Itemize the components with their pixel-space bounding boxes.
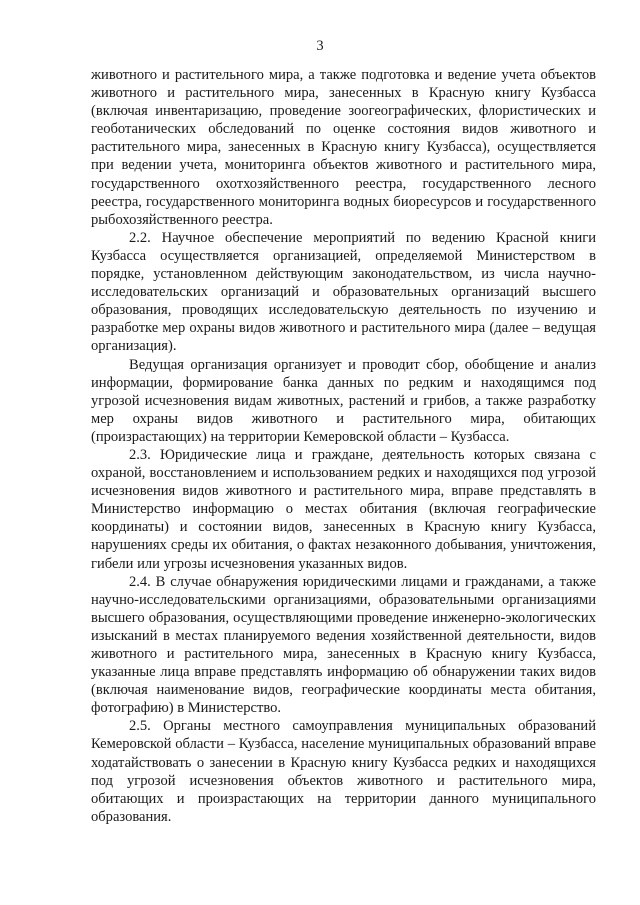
paragraph-2-3: 2.3. Юридические лица и граждане, деятельность которых связана с охраной, восстановлением и использованием редких и находящихся под угрозой исчезновения видов животного и растительного мира, вправе представлять в Министерство информацию о местах обитания (включая географические координаты) и состоянии видов, занесенных в Красную книгу Кузбасса, нарушениях среды их обитания, о фактах незаконного добывания, уничтожения, гибели или угрозы исчезновения указанных видов.: [91, 446, 596, 572]
document-body: [91, 66, 596, 826]
paragraph-lead-organization: Ведущая организация организует и проводит сбор, обобщение и анализ информации, формирование банка данных по редким и находящимся под угрозой исчезновения видам животных, растений и грибов, а также разработку мер охраны видов животного и растительного мира, обитающих (произрастающих) на территории Кемеровской области – Кузбасса.: [91, 356, 596, 445]
paragraph-2-2: 2.2. Научное обеспечение мероприятий по ведению Красной книги Кузбасса осуществляется организацией, определяемой Министерством в порядке, установленном действующим законодательством, из числа научно-исследовательских организаций и образовательных организаций высшего образования, проводящих исследовательскую деятельность по изучению и разработке мер охраны видов животного и растительного мира (далее – ведущая организация).: [91, 229, 596, 355]
page-number: 3: [316, 38, 324, 54]
paragraph-2-4: 2.4. В случае обнаружения юридическими лицами и гражданами, а также научно-исследовательскими организациями, образовательными организациями высшего образования, осуществляющими проведение инженерно-экологических изысканий в местах планируемого ведения хозяйственной деятельности, видов животного и растительного мира, занесенных в Красную книгу Кузбасса, указанные лица вправе представлять информацию об обнаружении таких видов (включая наименование видов, географические координаты места обитания, фотографию) в Министерство.: [91, 573, 596, 717]
paragraph-continuation: животного и растительного мира, а также подготовка и ведение учета объектов животного и растительного мира, занесенных в Красную книгу Кузбасса (включая инвентаризацию, проведение зоогеографических, флористических и геоботанических обследований по оценке состояния видов животного и растительного мира, занесенных в Красную книгу Кузбасса), осуществляется при ведении учета, мониторинга объектов животного и растительного мира, государственного охотхозяйственного реестра, государственного лесного реестра, государственного мониторинга водных биоресурсов и государственного рыбохозяйственного реестра.: [91, 67, 596, 228]
paragraph-2-5: 2.5. Органы местного самоуправления муниципальных образований Кемеровской области – Кузбасса, население муниципальных образований вправе ходатайствовать о занесении в Красную книгу Кузбасса редких и находящихся под угрозой исчезновения объектов животного и растительного мира, обитающих и произрастающих на территории данного муниципального образования.: [91, 718, 596, 825]
